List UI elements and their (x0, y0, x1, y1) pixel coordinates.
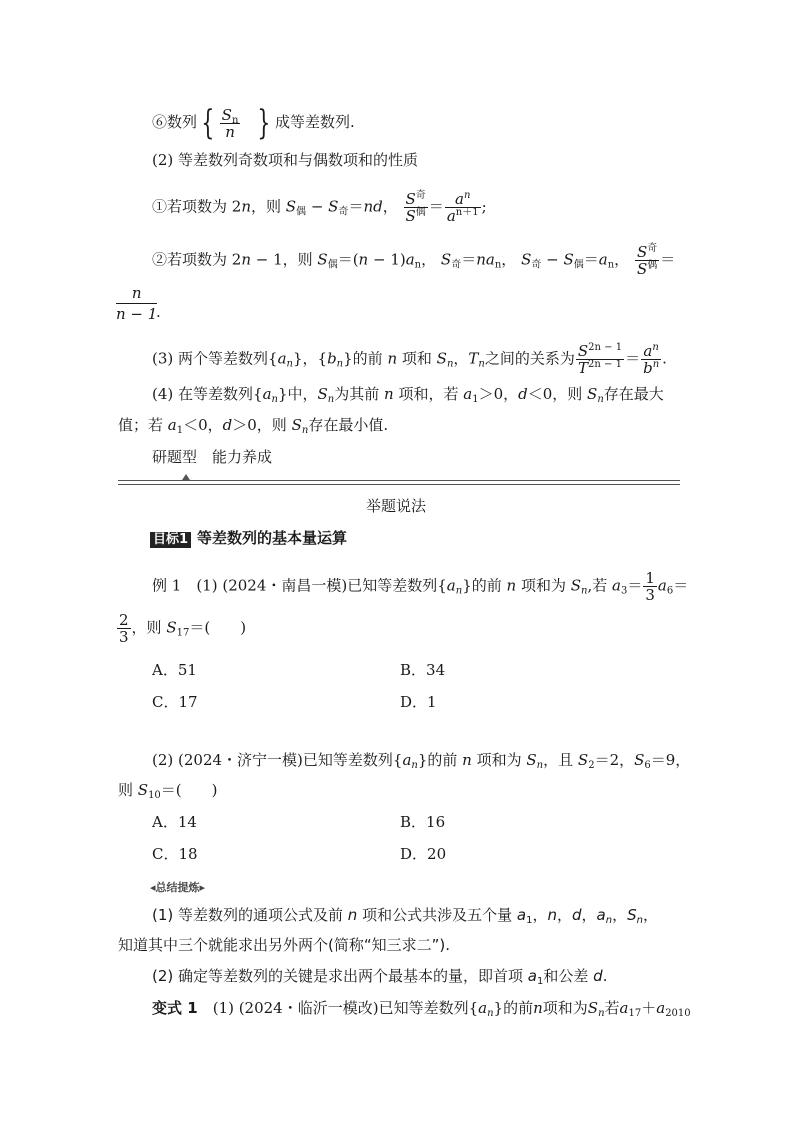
fraction-an-over-an1: $\frac{a^n}{a^{n+1}}$ (446, 190, 479, 225)
fraction-odd-over-even-2: $\frac{S^奇}{S^偶}$ (636, 243, 658, 278)
example-1-part-2-line-2: 则 $S_{10}=$( ) (118, 781, 218, 801)
item-2: ②若项数为 2n − 1，则 $S_偶=(n - 1)a_n$， $S_奇=na_n$， $S_奇 - S_偶=a_n$， $\frac{S^奇}{S^偶}$ ＝ (152, 243, 676, 278)
section-4-line-1: (4) 在等差数列$\{a_n\}$中，$S_n$为其前 n 项和，若 $a_1>0$，d＜0，则 $S_n$存在最大 (152, 385, 664, 405)
fraction-one-third: $\frac{1}{3}$ (645, 569, 655, 604)
option-b-2[interactable]: B．16 (400, 813, 446, 831)
fraction-s-over-t: $\frac{S^{2n - 1}}{T^{2n - 1}}$ (577, 342, 623, 377)
item-1: ①若项数为 2n，则 $S_偶 - S_奇=nd$， $\frac{S^奇}{S^偶}$ ＝ $\frac{a^n}{a^{n+1}}$ ; (152, 190, 487, 225)
period: . (156, 303, 161, 321)
target-badge: 目标1 (150, 532, 191, 548)
option-c-2[interactable]: C．18 (152, 845, 198, 863)
summary-point-1-line-2: 知道其中三个就能求出另外两个(简称“知三求二”). (118, 936, 451, 954)
section-divider (118, 480, 680, 485)
summary-tag: ◂总结提炼▸ (150, 881, 206, 894)
right-brace: } (257, 103, 271, 143)
variant-1: 变式 1 (1) (2024・临沂一模改)已知等差数列$\{a_n\}$的前n项和为$S_n$若$a_{17}+a_{2010}$ (152, 999, 691, 1019)
option-c[interactable]: C．17 (152, 693, 198, 711)
fraction-an-over-bn: $\frac{a^n}{b^n}$ (643, 342, 660, 377)
option-d-2[interactable]: D．20 (400, 845, 447, 863)
section-3: (3) 两个等差数列$\{a_n\}$，$\{b_n\}$的前 n 项和 $S_n$，$T_n$之间的关系为 $\frac{S^{2n - 1}}{T^{2n - 1}}$ ＝ $\frac{a^n}{b^n}$ . (152, 342, 667, 377)
fraction-odd-over-even: $\frac{S^奇}{S^偶}$ (405, 190, 426, 225)
research-heading: 研题型 能力养成 (152, 448, 273, 466)
fraction-n-over-n-minus-1: $\frac{n}{n - 1}$ (116, 284, 158, 323)
left-brace: { (201, 103, 215, 143)
option-b[interactable]: B．34 (400, 661, 446, 679)
section-2-title: (2) 等差数列奇数项和与偶数项和的性质 (152, 151, 419, 169)
section-4-line-2: 值；若 $a_1<0$，d＞0，则 $S_n$存在最小值. (118, 416, 389, 436)
fraction-sn-over-n: $\frac{S_n}{n}$ (221, 105, 239, 141)
subheading: 举题说法 (366, 497, 427, 515)
example-1-part-2: (2) (2024・济宁一模)已知等差数列$\{a_n\}$的前 n 项和为 $S_n$，且 $S_2=2$，$S_6=9$， (152, 751, 691, 771)
example-1-part-1: 例 1 (1) (2024・南昌一模)已知等差数列$\{a_n\}$的前 n 项和为 $S_n$,若 $a_3=$ $\frac{1}{3}$ $a_6=$ (152, 569, 689, 604)
line-6: ⑥数列 { $\frac{S_n}{n}$ } 成等差数列. (152, 103, 355, 143)
option-a[interactable]: A．51 (152, 661, 197, 679)
summary-point-2: (2) 确定等差数列的关键是求出两个最基本的量，即首项 $a_1$和公差 d. (152, 967, 608, 987)
option-a-2[interactable]: A．14 (152, 813, 197, 831)
fraction-two-thirds: $\frac{2}{3}$ (119, 611, 129, 646)
example-1-part-1-line-2: $\frac{2}{3}$ ，则 $S_{17}=$( ) (119, 611, 247, 646)
summary-point-1: (1) 等差数列的通项公式及前 n 项和公式共涉及五个量 $a_1$，n，d，$a_n$，$S_n$， (152, 906, 658, 926)
option-d[interactable]: D．1 (400, 693, 437, 711)
target-heading: 目标1 等差数列的基本量运算 (150, 528, 347, 548)
